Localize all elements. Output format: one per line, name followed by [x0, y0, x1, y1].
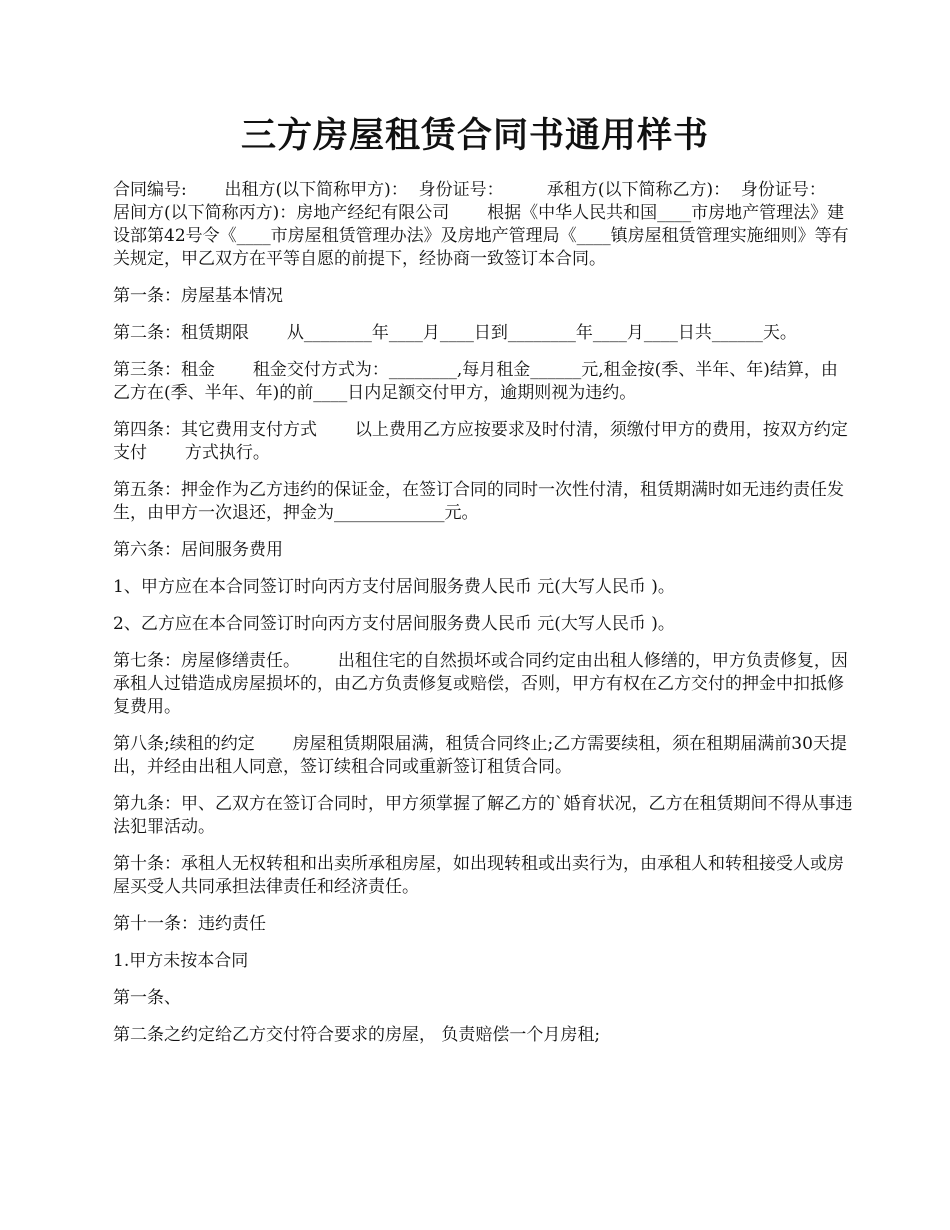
paragraph-article-7: 第七条：房屋修缮责任。 出租住宅的自然损坏或合同约定由出租人修缮的，甲方负责修复，因承租人过错造成房屋损坏的，由乙方负责修复或赔偿，否则，甲方有权在乙方交付的押金中扣抵修复费用。: [113, 651, 848, 717]
document-title: 三方房屋租赁合同书通用样书: [240, 115, 709, 156]
paragraph-article-10: 第十条：承租人无权转租和出卖所承租房屋，如出现转租或出卖行为，由承租人和转租接受人或房屋买受人共同承担法律责任和经济责任。: [113, 854, 844, 897]
paragraph-article-11: 第十一条：违约责任: [113, 914, 266, 934]
paragraph-article-5: 第五条：押金作为乙方违约的保证金，在签订合同的同时一次性付清，租赁期满时如无违约责任发生，由甲方一次退还，押金为_____________元。: [113, 480, 844, 523]
paragraph-article-2: 第二条：租赁期限 从________年____月____日到________年____月____日共______天。: [113, 323, 797, 343]
paragraph-article-1: 第一条：房屋基本情况: [113, 286, 283, 306]
paragraph-article-3: 第三条：租金 租金交付方式为：________,每月租金______元,租金按(季、半年、年)结算，由乙方在(季、半年、年)的前____日内足额交付甲方，逾期则视为违约。: [113, 360, 838, 403]
paragraph-article-8: 第八条;续租的约定 房屋租赁期限届满，租赁合同终止;乙方需要续租，须在租期届满前30天提出，并经由出租人同意，签订续租合同或重新签订租赁合同。: [113, 734, 847, 777]
paragraph-preamble: 合同编号: 出租方(以下简称甲方)： 身份证号： 承租方(以下简称乙方)： 身份证号： 居间方(以下简称丙方)：房地产经纪有限公司 根据《中华人民共和国____市房地产管理法》建设部第42号令《____市房屋租赁管理办法》及房地产管理局《____镇房屋租赁管理实施细则》等有关规定，甲乙双方在平等自愿的前提下，经协商一致签订本合同。: [113, 180, 870, 269]
paragraph-article-6-item-1: 1、甲方应在本合同签订时向丙方支付居间服务费人民币 元(大写人民币 )。: [113, 577, 675, 597]
paragraph-article-11-ref-2: 第二条之约定给乙方交付符合要求的房屋， 负责赔偿一个月房租;: [113, 1025, 601, 1045]
paragraph-article-6-item-2: 2、乙方应在本合同签订时向丙方支付居间服务费人民币 元(大写人民币 )。: [113, 614, 675, 634]
document-body: [113, 179, 870, 1061]
paragraph-article-9: 第九条：甲、乙双方在签订合同时，甲方须掌握了解乙方的`婚育状况，乙方在租赁期间不得从事违法犯罪活动。: [113, 794, 853, 837]
paragraph-article-6: 第六条：居间服务费用: [113, 540, 283, 560]
paragraph-article-11-item-1: 1.甲方未按本合同: [113, 951, 249, 971]
paragraph-article-11-ref-1: 第一条、: [113, 988, 181, 1008]
paragraph-article-4: 第四条：其它费用支付方式 以上费用乙方应按要求及时付清，须缴付甲方的费用，按双方约定支付 方式执行。: [113, 420, 848, 463]
